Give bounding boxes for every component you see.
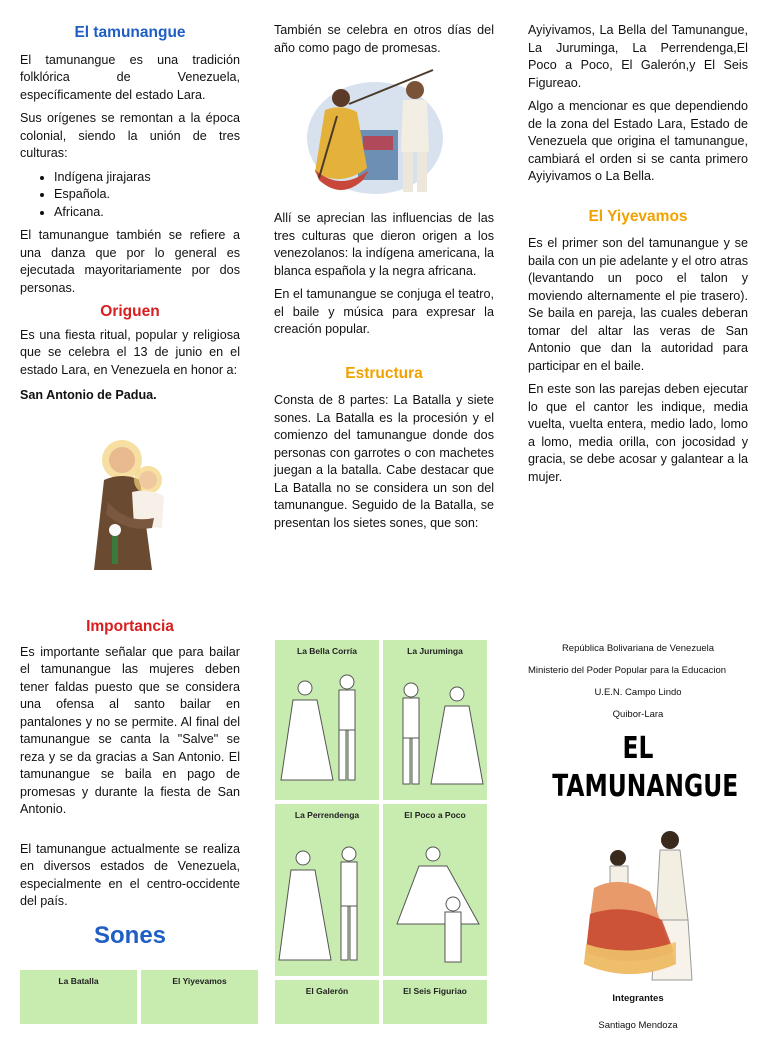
list-item: • Africana. <box>54 204 240 222</box>
cover-dancers-image <box>580 824 712 984</box>
section-title-origin: Origuen <box>100 303 160 320</box>
school-line: U.E.N. Campo Lindo <box>594 687 682 698</box>
section-title-structure: Estructura <box>345 364 423 382</box>
panel-label: La Bella Corría <box>297 646 357 656</box>
dancers-photo <box>303 60 448 200</box>
panel-label: La Perrendenga <box>294 810 360 820</box>
panel-label: El Galerón <box>305 986 349 996</box>
section-title-yiyevamos: El Yiyevamos <box>588 207 688 225</box>
column-tamunangue-intro <box>20 24 240 411</box>
panel-label: El Yiyevamos <box>172 976 227 986</box>
section-title-tamunangue: El tamunangue <box>74 24 186 41</box>
dancer-icon <box>383 660 487 800</box>
current-paragraph: El tamunangue actualmente se realiza en diversos estados de Venezuela, especialmente en el centro-occidente del país. <box>20 841 240 908</box>
sones-panels-bottom <box>20 970 258 1024</box>
yiyevamos-paragraph: Es el primer son del tamunangue y se baila con un pie adelante y el otro atras (levantando un poco el talon y moviendo alternamente el pie trasero). Se baila en pareja, las cuales deberan tomar del altar las veras de San Antonio que dan la autoridad para participar en el baile. <box>528 236 748 373</box>
panel-label: La Batalla <box>58 976 99 986</box>
country-line: República Bolivariana de Venezuela <box>561 643 715 654</box>
structure-paragraph: Consta de 8 partes: La Batalla y siete sones. La Batalla es la procesión y el comienzo del tamunangue donde dos personas con garrotes o con machetes juegan a la batalla. Cabe destacar que La Batalla no se considera un son del tamunangue. Seguido de la Batalla, se presentan los sietes sones, que son: <box>274 393 494 530</box>
panel-label: La Juruminga <box>407 646 463 656</box>
column-influences <box>274 210 494 538</box>
influences-paragraph: Allí se aprecian las influencias de las tres culturas que dieron origen a los venezolanos: la indígena americana, la blanca española y la negra africana. <box>274 211 494 278</box>
dancers-icon <box>580 824 712 984</box>
origin-paragraph: Es una fiesta ritual, popular y religiosa que se celebra el 13 de junio en el estado Lara, en Venezuela en honor a: <box>20 327 240 377</box>
cover-members <box>528 992 748 1041</box>
member-name: Santiago Mendoza <box>598 1020 678 1031</box>
cover-title-line-2: TAMUNANGUE <box>552 769 739 804</box>
panel-el-seis-figuriao <box>383 980 487 1024</box>
panel-la-bella <box>275 640 379 800</box>
list-item: • Española. <box>54 186 240 204</box>
saint-name: San Antonio de Padua. <box>20 388 157 402</box>
dancers-icon <box>303 60 448 200</box>
sones-list-paragraph: Ayiyivamos, La Bella del Tamunangue, La Juruminga, La Perrendenga,El Poco a Poco, El Galerón,y El Seis Figureao. <box>528 23 748 90</box>
couples-paragraph: En este son las parejas deben ejecutar lo que el cantor les indique, media vuelta, vuelta entera, medio lado, lomo a lomo, media orilla, con jocosidad y gracia, se debe acosar y galantear a la mujer. <box>528 382 748 484</box>
saint-icon <box>82 432 178 572</box>
section-title-importance: Importancia <box>86 618 174 635</box>
panel-la-perrendenga <box>275 804 379 976</box>
importance-paragraph: Es importante señalar que para bailar el tamunangue las mujeres deben tener faldas puesto que se considera una ofensa al santo bailar en pantalones y no se permite. Al final del tamunangue se canta la "Salve" se reza y se da gracias a San Antonio. El tamunangue se baila en pago de promesas y durante la fiesta de San Antonio. <box>20 644 240 816</box>
ministry-line: Ministerio del Poder Popular para la Educacion <box>528 665 727 676</box>
dance-paragraph: El tamunangue también se refiere a una danza que por lo general es ejecutada mayoritariamente por dos personas. <box>20 228 240 295</box>
column-sones-order <box>528 22 748 492</box>
panel-label: El Seis Figuriao <box>403 986 467 996</box>
celebration-paragraph: También se celebra en otros días del año como pago de promesas. <box>274 23 494 55</box>
sones-panels-top <box>275 640 487 1024</box>
intro-paragraph: El tamunangue es una tradición folklórica de Venezuela, específicamente del estado Lara. <box>20 52 240 102</box>
dancer-icon <box>383 824 487 974</box>
san-antonio-image <box>82 432 178 572</box>
order-paragraph: Algo a mencionar es que dependiendo de la zona del Estado Lara, Estado de Venezuela que origina el tamunangue, cambiará el orden si se canta primero Ayiyivamos o La Bella. <box>528 99 748 183</box>
column-celebration <box>274 22 494 63</box>
cover-panel <box>528 642 748 806</box>
origins-paragraph: Sus orígenes se remontan a la época colonial, siendo la unión de tres culturas: <box>20 111 240 160</box>
section-title-sones: Sones <box>93 921 167 949</box>
cover-title-line-1: EL <box>622 731 654 766</box>
cultures-list <box>20 169 240 222</box>
dancer-icon <box>275 660 379 800</box>
panel-el-galeron <box>275 980 379 1024</box>
panel-el-poco-a-poco <box>383 804 487 976</box>
city-line: Quibor-Lara <box>612 709 664 720</box>
column-importance <box>20 618 240 949</box>
panel-el-yiyevamos <box>141 970 258 1024</box>
panel-label: El Poco a Poco <box>404 810 466 820</box>
members-heading: Integrantes <box>612 993 664 1004</box>
list-item: • Indígena jirajaras <box>54 169 240 187</box>
panel-la-juruminga <box>383 640 487 800</box>
panel-la-batalla <box>20 970 137 1024</box>
theater-paragraph: En el tamunangue se conjuga el teatro, el baile y música para expresar la creación popular. <box>274 287 494 336</box>
dancer-icon <box>275 824 379 974</box>
